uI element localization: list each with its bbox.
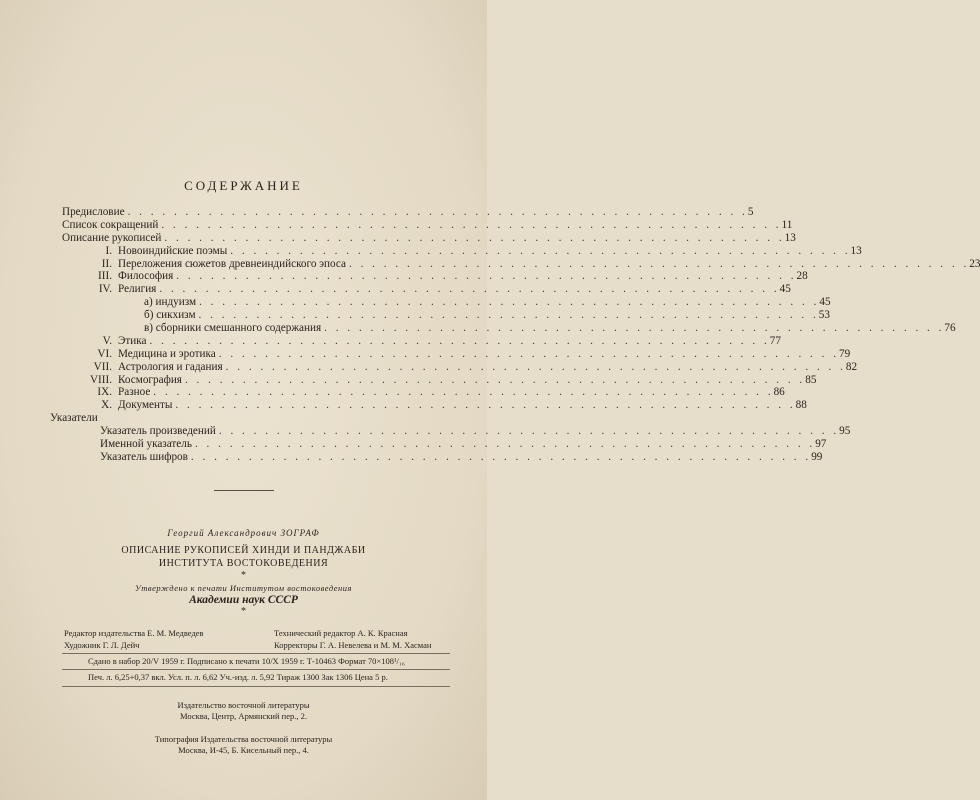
toc-row-page: 79	[839, 347, 851, 360]
dot-leader: . . . . . . . . . . . . . . . . . . . . . . . . . . . . . . . . . . . . . . . . . . . . . . . . . . . . . .	[184, 373, 806, 386]
toc-row-page: 85	[805, 373, 817, 386]
toc-row-leader	[62, 206, 754, 219]
toc-row-leader	[118, 373, 817, 387]
toc-row-numeral: VI.	[97, 347, 112, 360]
dot-leader: . . . . . . . . . . . . . . . . . . . . . . . . . . . . . . . . . . . . . . . . . . . . . . . . . . . . . .	[159, 283, 780, 296]
toc-row	[62, 257, 980, 271]
dot-leader: . . . . . . . . . . . . . . . . . . . . . . . . . . . . . . . . . . . . . . . . . . . . . . . . . . . . . .	[153, 386, 774, 399]
toc-row-page: 99	[811, 450, 823, 463]
toc-row-page: 53	[818, 309, 830, 322]
toc-row	[62, 206, 754, 219]
toc-row-label: Новоиндийские поэмы	[118, 244, 228, 257]
toc-row-page: 5	[747, 206, 754, 218]
book-title	[0, 544, 487, 570]
dot-leader: . . . . . . . . . . . . . . . . . . . . . . . . . . . . . . . . . . . . . . . . . . . . . . . . . . . . . .	[161, 218, 782, 231]
toc-row	[62, 244, 862, 258]
toc-row-page: 88	[795, 399, 807, 412]
toc-row-leader	[118, 399, 807, 412]
toc-row	[50, 412, 452, 425]
dot-leader: . . . . . . . . . . . . . . . . . . . . . . . . . . . . . . . . . . . . . . . . . . . . . . . . . . . . . .	[230, 244, 851, 257]
toc-row-page: 28	[796, 270, 808, 283]
printer-address: Москва, И-45, Б. Кисельный пер., 4.	[178, 745, 309, 755]
toc-row-numeral: VIII.	[89, 373, 112, 386]
toc-row	[62, 309, 830, 322]
toc-row-page: 13	[784, 231, 796, 244]
toc-row-page: 45	[779, 283, 791, 296]
toc-row-page: 86	[773, 386, 785, 399]
colophon	[0, 528, 487, 616]
dot-leader: . . . . . . . . . . . . . . . . . . . . . . . . . . . . . . . . . . . . . . . . . . . . . . . . . . . . . .	[324, 322, 945, 335]
toc-row-numeral: I.	[105, 244, 112, 257]
dot-leader: . . . . . . . . . . . . . . . . . . . . . . . . . . . . . . . . . . . . . . . . . . . . . . . . . . . . . .	[348, 257, 970, 270]
printer-name: Типография Издательства восточной литературы	[154, 734, 333, 744]
toc-row-leader	[100, 450, 823, 464]
toc-row-label: Указатель произведений	[100, 425, 216, 438]
toc-row-page: 77	[769, 334, 781, 347]
toc-row-label: Указатель шифров	[100, 450, 188, 463]
toc-row	[62, 270, 808, 283]
toc-row-leader	[144, 296, 831, 309]
toc-row	[62, 399, 807, 412]
toc-row	[62, 231, 796, 245]
toc-row	[62, 347, 851, 361]
toc-row-leader	[118, 360, 858, 374]
toc-row-label: Переложения сюжетов древнеиндийского эпоса	[118, 257, 346, 270]
toc-row-leader	[144, 309, 830, 322]
staff-left: Редактор издательства Е. М. Медведев	[64, 628, 204, 638]
dot-leader: . . . . . . . . . . . . . . . . . . . . . . . . . . . . . . . . . . . . . . . . . . . . . . . . . . . . . .	[175, 399, 796, 412]
toc-row-label: Список сокращений	[62, 218, 159, 231]
toc-row-numeral: II.	[101, 257, 112, 270]
approval-note: Утверждено к печати Институтом востоковедения	[135, 583, 352, 593]
toc-row-label: Космография	[118, 373, 182, 386]
toc-row-label: Описание рукописей	[62, 231, 162, 244]
contents-title: СОДЕРЖАНИЕ	[184, 178, 303, 193]
book-title-line-1: ОПИСАНИЕ РУКОПИСЕЙ ХИНДИ И ПАНДЖАБИ	[121, 545, 366, 556]
toc-row-numeral: III.	[98, 270, 112, 283]
toc-row-leader	[62, 231, 796, 245]
staff-left: Художник Г. Л. Дейч	[64, 640, 140, 650]
staff-right: Технический редактор А. К. Красная	[274, 628, 408, 638]
academy-name: Академии наук СССР	[189, 594, 298, 606]
toc-row-numeral: VII.	[93, 360, 112, 373]
toc-row-page: 11	[781, 218, 793, 231]
toc-row-label: в) сборники смешанного содержания	[144, 322, 322, 335]
toc-row-label: Разное	[118, 386, 151, 399]
toc-row-leader	[118, 386, 785, 399]
dot-leader: . . . . . . . . . . . . . . . . . . . . . . . . . . . . . . . . . . . . . . . . . . . . . . . . . . . . . .	[176, 270, 797, 283]
toc-row-label: Астрология и гадания	[118, 360, 223, 373]
toc-row	[62, 283, 791, 296]
dot-leader: . . . . . . . . . . . . . . . . . . . . . . . . . . . . . . . . . . . . . . . . . . . . . . . . . . . . . .	[218, 347, 840, 360]
toc-row-label: Именной указатель	[100, 438, 192, 451]
toc-row-numeral: IV.	[98, 283, 112, 296]
toc-row-label: Этика	[118, 334, 147, 347]
toc-row-leader	[118, 257, 980, 271]
toc-row-page: 23	[969, 257, 980, 270]
toc-row	[62, 386, 785, 399]
publisher-name: Издательство восточной литературы	[177, 700, 310, 710]
toc-row-leader	[118, 347, 851, 361]
toc-row	[62, 360, 858, 374]
table-of-contents	[50, 206, 980, 464]
dot-leader: . . . . . . . . . . . . . . . . . . . . . . . . . . . . . . . . . . . . . . . . . . . . . . . . . . . . . .	[149, 334, 770, 347]
toc-row-label: Медицина и эротика	[118, 347, 216, 360]
toc-row	[62, 334, 781, 348]
toc-row-page: 13	[850, 244, 862, 257]
toc-row-label: Указатели	[50, 412, 98, 425]
toc-row	[62, 322, 956, 335]
toc-row-leader	[100, 438, 827, 451]
dot-leader: . . . . . . . . . . . . . . . . . . . . . . . . . . . . . . . . . . . . . . . . . . . . . . . . . . . . . .	[127, 206, 748, 218]
dot-leader: . . . . . . . . . . . . . . . . . . . . . . . . . . . . . . . . . . . . . . . . . . . . . . . . . . . . . .	[164, 231, 785, 244]
print-details-1: Сдано в набор 20/V 1959 г. Подписано к печати 10/X 1959 г. Т-10463 Формат 70×108¹/₁₆	[88, 656, 405, 666]
rule-mid	[62, 669, 450, 670]
toc-row-leader	[118, 244, 862, 258]
toc-row-numeral: V.	[102, 334, 112, 347]
toc-row	[62, 425, 851, 438]
toc-row	[62, 218, 793, 232]
toc-row-numeral: IX.	[97, 386, 112, 399]
toc-row	[62, 450, 823, 464]
toc-row-label: а) индуизм	[144, 296, 197, 309]
toc-row-leader	[100, 425, 851, 438]
toc-row-page: 76	[944, 322, 956, 335]
dot-leader: . . . . . . . . . . . . . . . . . . . . . . . . . . . . . . . . . . . . . . . . . . . . . . . . . . . . . .	[225, 360, 846, 373]
staff-right: Корректоры Г. А. Невелева и М. М. Хасман	[274, 640, 432, 650]
publisher-address: Москва, Центр, Армянский пер., 2.	[180, 711, 307, 721]
toc-row	[62, 438, 827, 451]
star-separator: *	[241, 570, 246, 581]
toc-row-page: 82	[845, 360, 858, 373]
star-separator-2: *	[241, 606, 246, 617]
toc-row-label: Философия	[118, 270, 174, 283]
rule-bottom	[62, 686, 450, 687]
print-details-2: Печ. л. 6,25+0,37 вкл. Усл. п. л. 6,62 Уч.-изд. л. 5,92 Тираж 1300 Зак 1306 Цена 5 р.	[88, 672, 388, 682]
toc-row-label: Предисловие	[62, 206, 125, 218]
toc-row-label: Религия	[118, 283, 157, 296]
toc-row-page: 95	[839, 425, 851, 438]
book-title-line-2: ИНСТИТУТА ВОСТОКОВЕДЕНИЯ	[158, 558, 329, 569]
toc-row	[62, 296, 831, 309]
dot-leader: . . . . . . . . . . . . . . . . . . . . . . . . . . . . . . . . . . . . . . . . . . . . . . . . . . . . . .	[198, 309, 819, 322]
toc-row-leader	[118, 334, 781, 348]
section-divider	[214, 490, 274, 491]
dot-leader: . . . . . . . . . . . . . . . . . . . . . . . . . . . . . . . . . . . . . . . . . . . . . . . . . . . . . .	[194, 438, 816, 451]
printer	[0, 734, 487, 756]
publisher	[0, 700, 487, 722]
dot-leader: . . . . . . . . . . . . . . . . . . . . . . . . . . . . . . . . . . . . . . . . . . . . . . . . . . . . . .	[190, 450, 812, 463]
toc-row-leader	[62, 218, 793, 232]
toc-row-label: Документы	[118, 399, 173, 412]
toc-row-numeral: X.	[101, 399, 112, 412]
toc-row-leader	[118, 270, 808, 283]
dot-leader: . . . . . . . . . . . . . . . . . . . . . . . . . . . . . . . . . . . . . . . . . . . . . . . . . . . . . .	[218, 425, 840, 438]
toc-row-leader	[118, 283, 791, 296]
toc-row-leader	[144, 322, 956, 335]
dot-leader: . . . . . . . . . . . . . . . . . . . . . . . . . . . . . . . . . . . . . . . . . . . . . . . . . . . . . .	[199, 296, 820, 309]
toc-row	[62, 373, 817, 387]
toc-row-page: 97	[815, 438, 827, 451]
toc-row-page: 45	[819, 296, 831, 309]
toc-row-leader	[50, 412, 452, 425]
toc-row-label: б) сикхизм	[144, 309, 196, 322]
author-name: Георгий Александрович ЗОГРАФ	[167, 528, 320, 538]
rule-top	[62, 653, 450, 654]
